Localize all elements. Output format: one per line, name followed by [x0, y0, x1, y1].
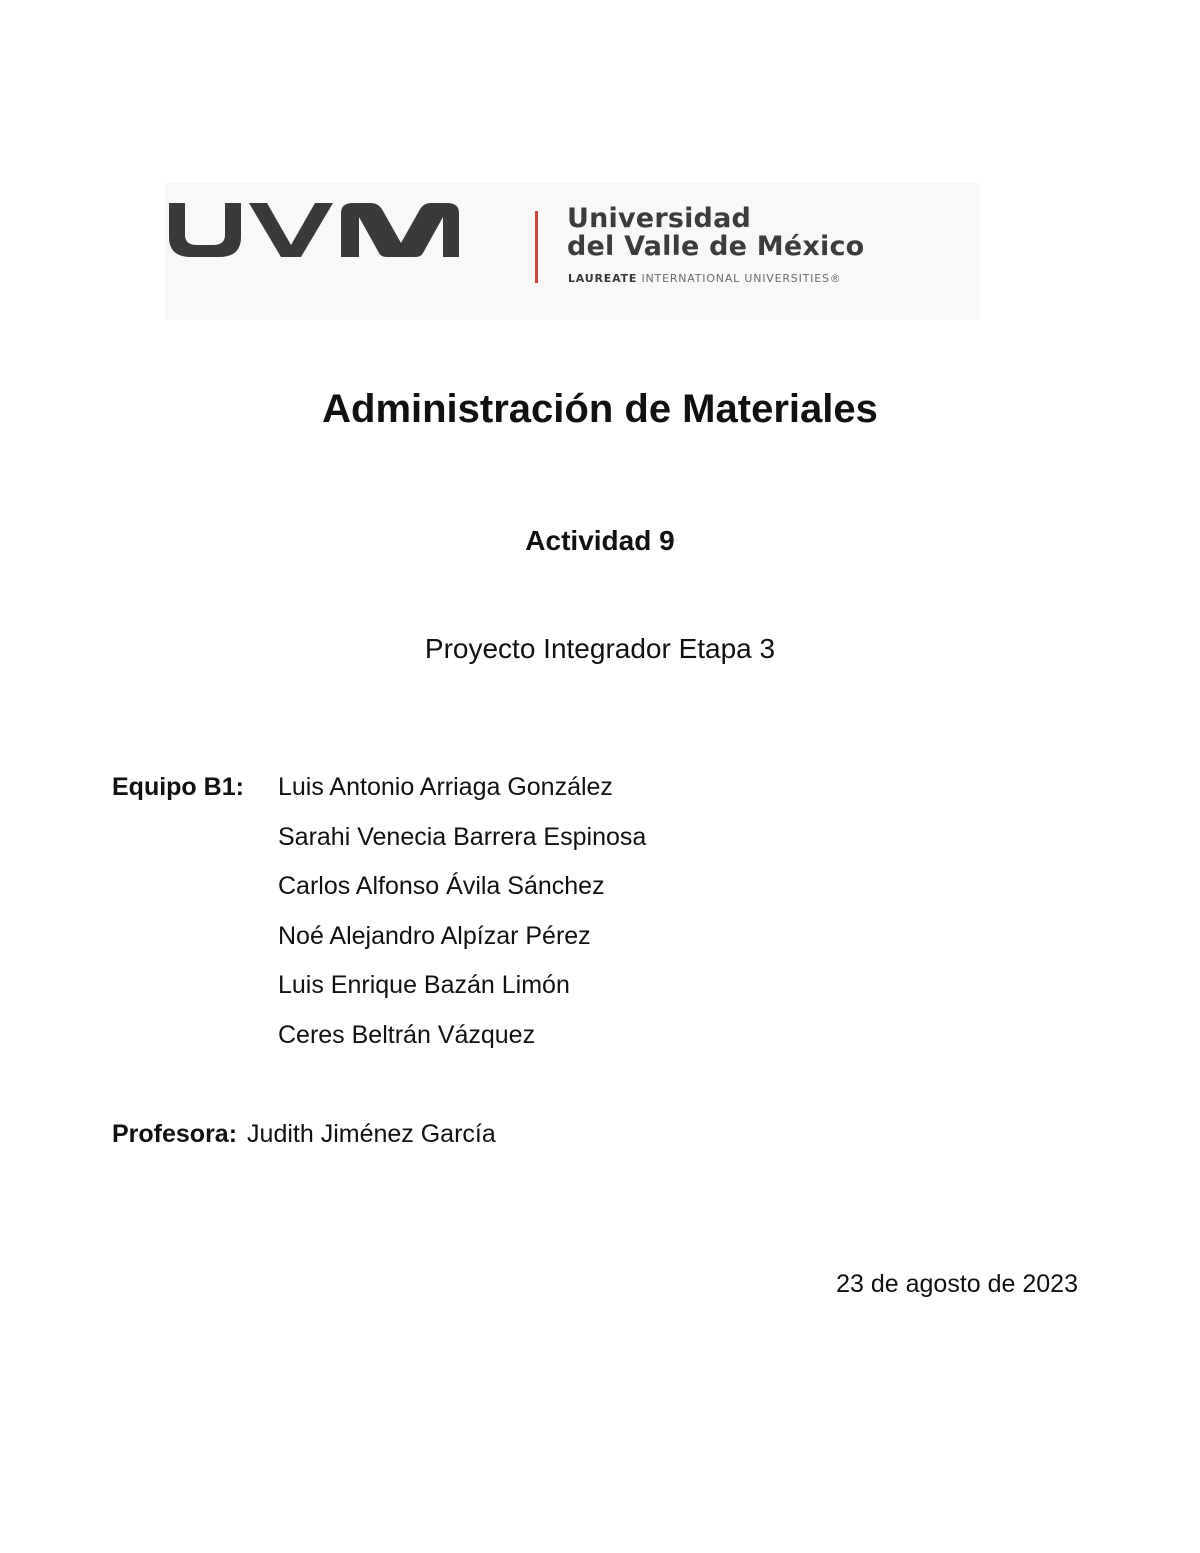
- team-member: Sarahi Venecia Barrera Espinosa: [278, 822, 647, 851]
- professor-name: Judith Jiménez García: [247, 1120, 496, 1148]
- laureate-bold: LAUREATE: [568, 272, 638, 285]
- project-subtitle: Proyecto Integrador Etapa 3: [424, 633, 776, 664]
- team-member: Noé Alejandro Alpízar Pérez: [278, 921, 591, 950]
- team-members-list: [278, 770, 646, 1068]
- document-title: Administración de Materiales: [322, 387, 878, 431]
- university-logo: [165, 183, 980, 320]
- uvm-wordmark-logo: [165, 183, 465, 273]
- laureate-tagline: [568, 272, 842, 285]
- university-name-line2: del Valle de México: [567, 231, 865, 262]
- professor-label: Profesora:: [112, 1120, 238, 1148]
- university-name-line1: Universidad: [567, 203, 752, 234]
- activity-heading: Actividad 9: [525, 525, 675, 556]
- team-member: Ceres Beltrán Vázquez: [278, 1020, 536, 1049]
- team-member: Carlos Alfonso Ávila Sánchez: [278, 872, 605, 901]
- team-member: Luis Antonio Arriaga González: [278, 773, 613, 801]
- team-label: Equipo B1:: [112, 773, 244, 801]
- professor-row: [112, 1117, 496, 1151]
- laureate-rest: INTERNATIONAL UNIVERSITIES®: [641, 272, 842, 285]
- logo-divider: [535, 211, 538, 283]
- document-date: 23 de agosto de 2023: [836, 1270, 1078, 1298]
- team-member: Luis Enrique Bazán Limón: [278, 971, 570, 1000]
- university-name: [567, 205, 864, 261]
